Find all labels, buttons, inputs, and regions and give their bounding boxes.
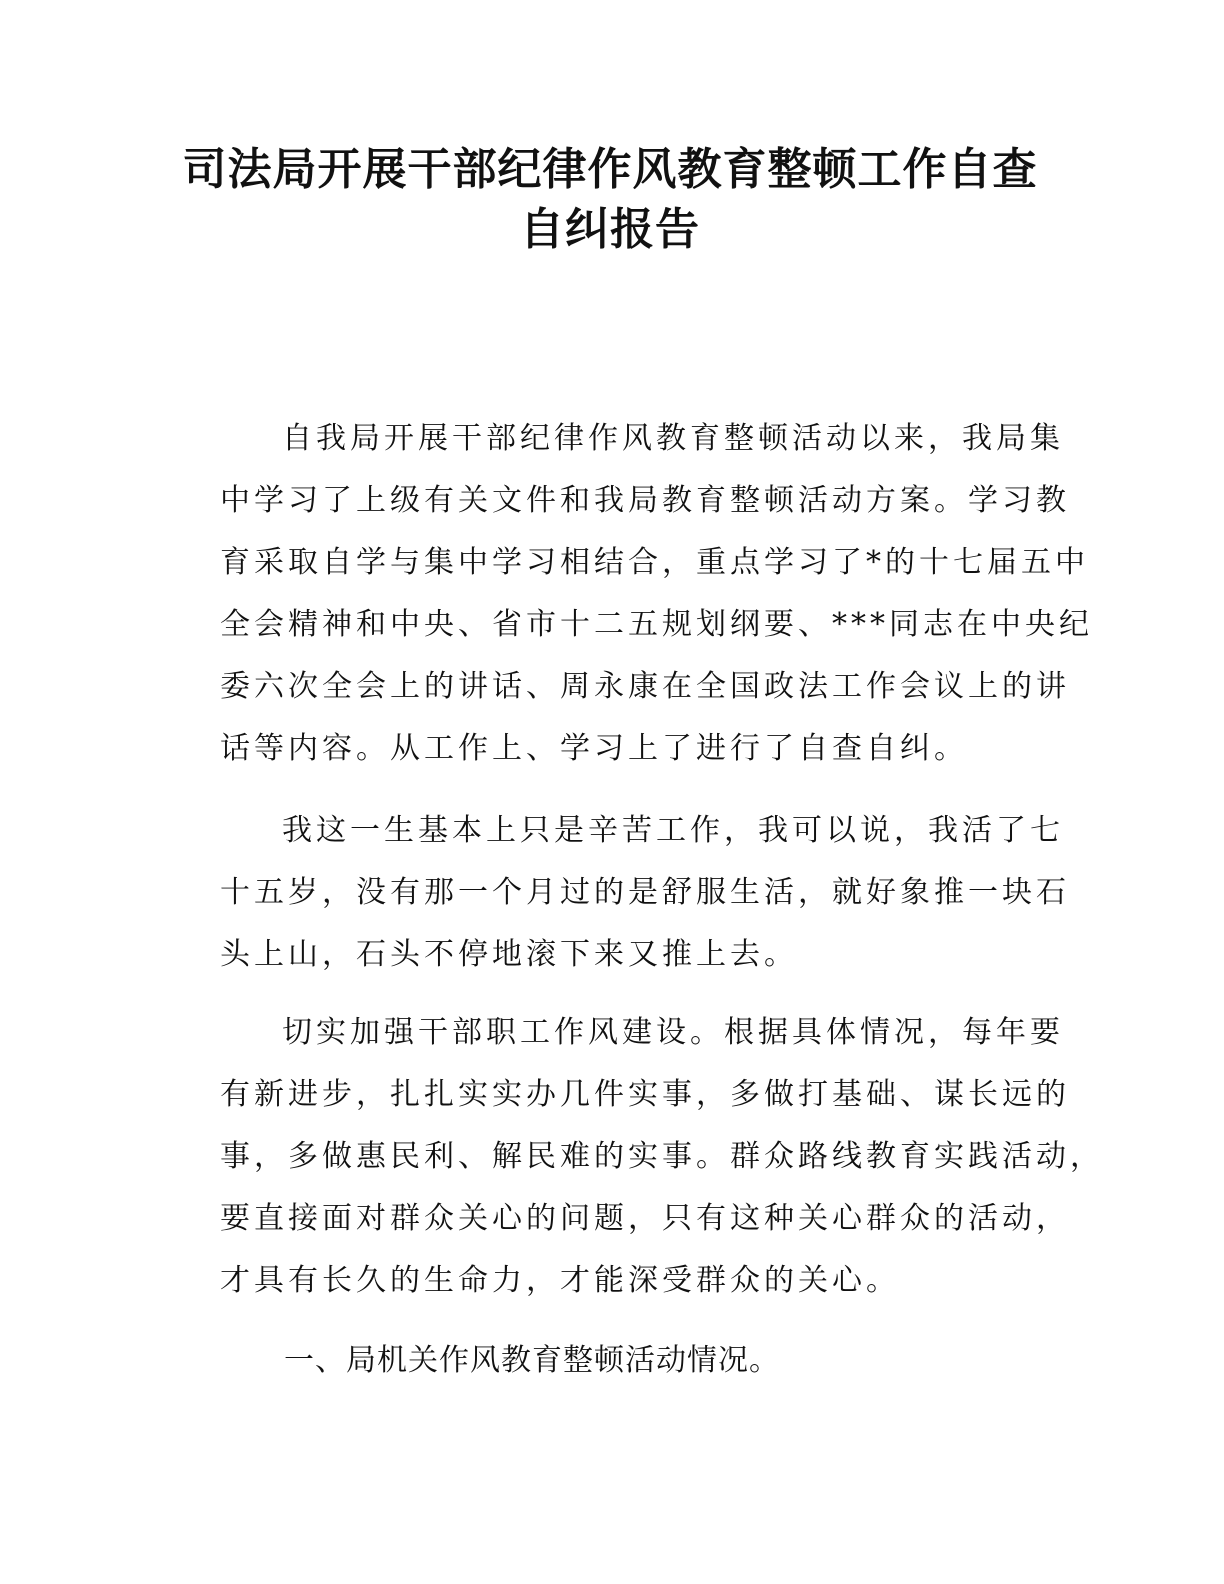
paragraph-line: 话等内容。从工作上、学习上了进行了自查自纠。 xyxy=(220,731,968,766)
document-title-line-2: 自纠报告 xyxy=(520,204,700,255)
paragraph-line: 事，多做惠民利、解民难的实事。群众路线教育实践活动， xyxy=(220,1139,1104,1174)
paragraph-line: 我这一生基本上只是辛苦工作，我可以说，我活了七 xyxy=(282,813,1064,848)
paragraph-line: 中学习了上级有关文件和我局教育整顿活动方案。学习教 xyxy=(220,483,1070,518)
paragraph-line: 自我局开展干部纪律作风教育整顿活动以来，我局集 xyxy=(282,421,1064,456)
paragraph-line: 头上山，石头不停地滚下来又推上去。 xyxy=(220,937,798,972)
paragraph-line: 委六次全会上的讲话、周永康在全国政法工作会议上的讲 xyxy=(220,669,1070,704)
paragraph-line: 育采取自学与集中学习相结合，重点学习了*的十七届五中 xyxy=(220,545,1089,580)
document-title-line-1: 司法局开展干部纪律作风教育整顿工作自查 xyxy=(182,144,1038,195)
paragraph-line: 有新进步，扎扎实实办几件实事，多做打基础、谋长远的 xyxy=(220,1077,1070,1112)
paragraph-line: 要直接面对群众关心的问题，只有这种关心群众的活动， xyxy=(220,1201,1070,1236)
paragraph-1 xyxy=(220,408,1093,780)
paragraph-line: 十五岁，没有那一个月过的是舒服生活，就好象推一块石 xyxy=(220,875,1070,910)
paragraph-3 xyxy=(220,1002,1104,1312)
paragraph-line: 才具有长久的生命力，才能深受群众的关心。 xyxy=(220,1263,900,1298)
paragraph-2 xyxy=(220,800,1070,986)
paragraph-line: 全会精神和中央、省市十二五规划纲要、***同志在中央纪 xyxy=(220,607,1093,642)
section-heading: 一、局机关作风教育整顿活动情况。 xyxy=(284,1343,780,1378)
paragraph-line: 切实加强干部职工作风建设。根据具体情况，每年要 xyxy=(282,1015,1064,1050)
